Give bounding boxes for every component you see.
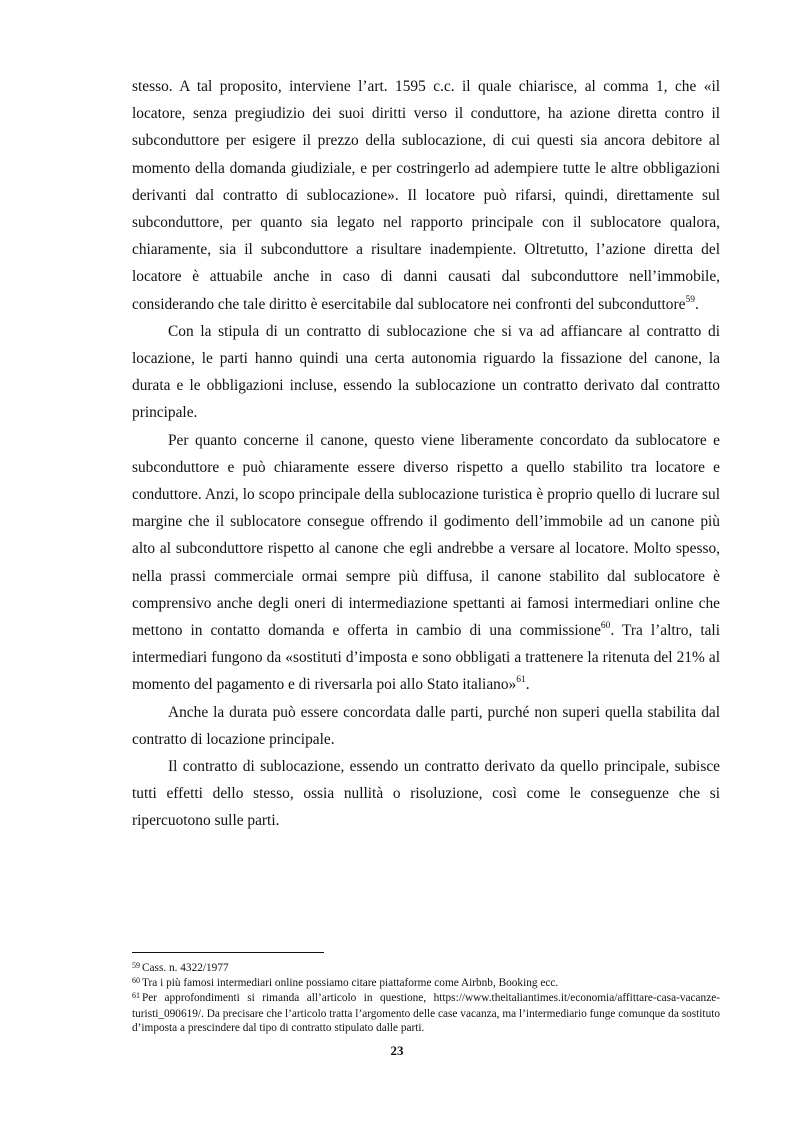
body-text bbox=[132, 73, 720, 835]
paragraph-3: Per quanto concerne il canone, questo viene liberamente concordato da sublocatore e subconduttore e può chiaramente essere diverso rispetto a quello stabilito tra locatore e conduttore. Anzi, lo scopo principale della sublocazione turistica è proprio quello di lucrare sul margine che il sublocatore consegue offrendo il godimento dell’immobile ad un canone più alto al subconduttore rispetto al canone che egli andrebbe a versare al locatore. Molto spesso, nella prassi commerciale ormai sempre più diffusa, il canone stabilito dal sublocatore è comprensivo anche degli oneri di intermediazione spettanti ai famosi intermediari online che mettono in contatto domanda e offerta in cambio di una commissione$^{60}$. Tra l’altro, tali intermediari fungono da «sostituti d’imposta e sono obbligati a trattenere la ritenuta del 21% al momento del pagamento e di riversarla poi allo Stato italiano»$^{61}$. bbox=[132, 431, 720, 694]
paragraph-1: stesso. A tal proposito, interviene l’art. 1595 c.c. il quale chiarisce, al comma 1, che «il locatore, senza pregiudizio dei suoi diritti verso il conduttore, ha azione diretta contro il subconduttore per esigere il prezzo della sublocazione, di cui questi sia ancora debitore al momento della domanda giudiziale, e per costringerlo ad adempiere tutte le altre obbligazioni derivanti dal contratto di sublocazione». Il locatore può rifarsi, quindi, direttamente sul subconduttore, per quanto sia legato nel rapporto principale con il sublocatore qualora, chiaramente, sia il subconduttore a risultare inadempiente. Oltretutto, l’azione diretta del locatore è attuabile anche in caso di danni causati dal subconduttore nell’immobile, considerando che tale diritto è esercitabile dal sublocatore nei confronti del subconduttore$^{59}$. bbox=[132, 78, 720, 313]
footnote-ref-59[interactable]: 59 bbox=[685, 294, 695, 305]
footnote-61: $^{61}$ Per approfondimenti si rimanda all’articolo in questione, https://www.theitaliantimes.it/economia/affittare-casa-vacanze-turisti_090619/. Da precisare che l’articolo tratta l’argomento delle case vacanza, ma l’intermediario funge comunque da sostituto d’imposta a prescindere dal tipo di contratto stipulato dalle parti. bbox=[132, 991, 720, 1034]
footnote-divider bbox=[132, 952, 324, 953]
paragraph-2: Con la stipula di un contratto di sublocazione che si va ad affiancare al contratto di locazione, le parti hanno quindi una certa autonomia riguardo la fissazione del canone, la durata e le obbligazioni incluse, essendo la sublocazione un contratto derivato dal contratto principale. bbox=[132, 322, 720, 422]
paragraph-4: Anche la durata può essere concordata dalle parti, purché non superi quella stabilita dal contratto di locazione principale. bbox=[132, 703, 720, 748]
footnote-ref-61[interactable]: 61 bbox=[516, 675, 526, 686]
footnotes bbox=[132, 952, 720, 1035]
page-number: 23 bbox=[390, 1043, 404, 1058]
paragraph-5: Il contratto di sublocazione, essendo un contratto derivato da quello principale, subisce tutti effetti dello stesso, ossia nullità o risoluzione, così come le conseguenze che si ripercuotono sulle parti. bbox=[132, 758, 720, 830]
footnote-59: $^{59}$ Cass. n. 4322/1977 bbox=[132, 961, 229, 974]
footnote-ref-60[interactable]: 60 bbox=[600, 620, 611, 631]
footnote-60: $^{60}$ Tra i più famosi intermediari online possiamo citare piattaforme come Airbnb, Booking ecc. bbox=[132, 976, 559, 990]
